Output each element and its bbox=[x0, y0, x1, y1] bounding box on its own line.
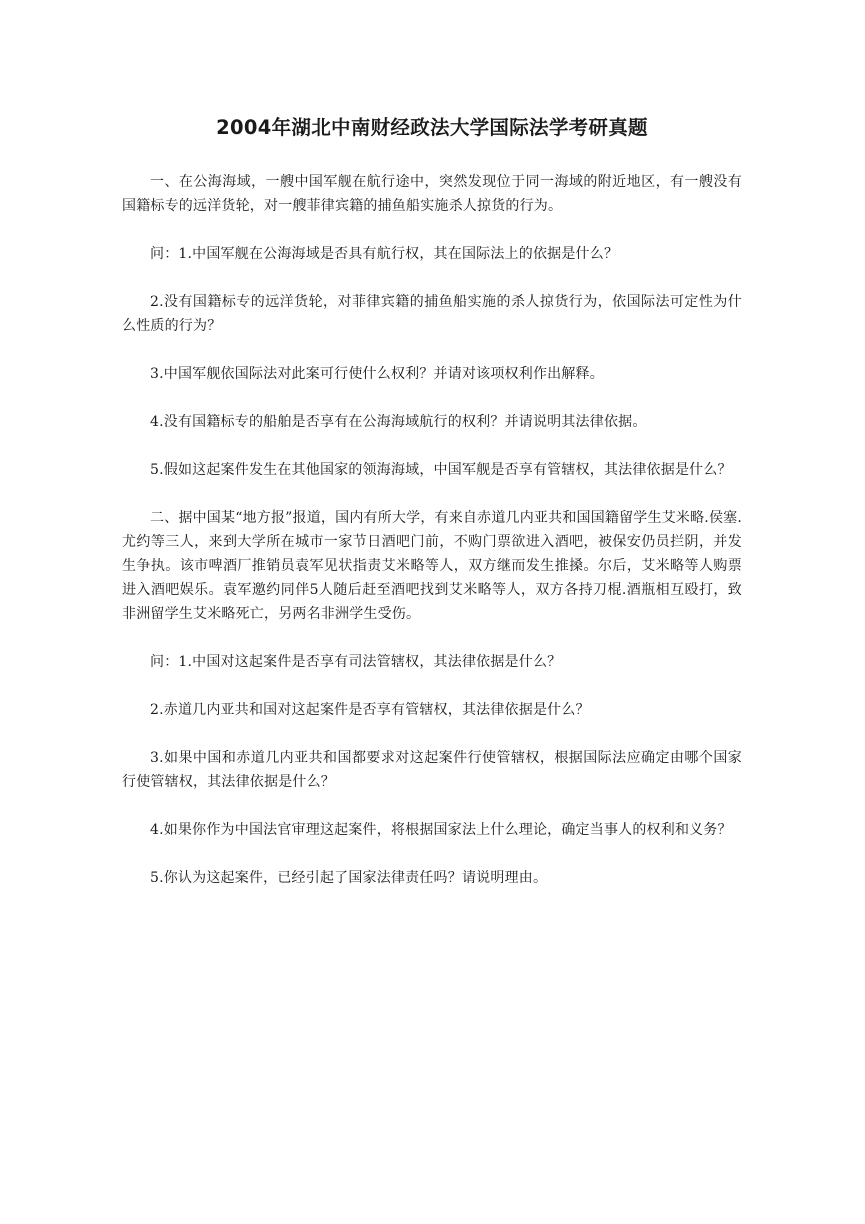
section-1 bbox=[122, 170, 742, 482]
section-1-question-4: 4.没有国籍标专的船舶是否享有在公海海域航行的权利？并请说明其法律依据。 bbox=[150, 414, 647, 430]
section-1-question-3: 3.中国军舰依国际法对此案可行使什么权利？并请对该项权利作出解释。 bbox=[150, 366, 604, 382]
section-2-question-1: 问：1.中国对这起案件是否享有司法管辖权，其法律依据是什么？ bbox=[150, 654, 562, 670]
section-2-question-2: 2.赤道几内亚共和国对这起案件是否享有管辖权，其法律依据是什么？ bbox=[150, 702, 590, 718]
section-2-question-3: 3.如果中国和赤道几内亚共和国都要求对这起案件行使管辖权，根据国际法应确定由哪个国家行使管辖权，其法律依据是什么？ bbox=[122, 750, 742, 790]
document-title: 2004年湖北中南财经政法大学国际法学考研真题 bbox=[216, 116, 648, 139]
section-1-question-1: 问：1.中国军舰在公海海域是否具有航行权，其在国际法上的依据是什么？ bbox=[150, 246, 619, 262]
section-2-question-5: 5.你认为这起案件，已经引起了国家法律责任吗？请说明理由。 bbox=[150, 870, 548, 886]
section-1-question-5: 5.假如这起案件发生在其他国家的领海海域，中国军舰是否享有管辖权，其法律依据是什么？ bbox=[150, 462, 732, 478]
section-1-question-2: 2.没有国籍标专的远洋货轮，对菲律宾籍的捕鱼船实施的杀人掠货行为，依国际法可定性为什么性质的行为？ bbox=[122, 294, 742, 334]
document-page bbox=[122, 112, 742, 914]
section-1-intro: 一、在公海海域，一艘中国军舰在航行途中，突然发现位于同一海域的附近地区，有一艘没有国籍标专的远洋货轮，对一艘菲律宾籍的捕鱼船实施杀人掠货的行为。 bbox=[122, 174, 742, 214]
section-2 bbox=[122, 506, 742, 890]
section-2-question-4: 4.如果你作为中国法官审理这起案件，将根据国家法上什么理论，确定当事人的权利和义务？ bbox=[150, 822, 732, 838]
section-2-intro: 二、据中国某“地方报”报道，国内有所大学，有来自赤道几内亚共和国国籍留学生艾米略.侯塞.尤约等三人，来到大学所在城市一家节日酒吧门前，不购门票欲进入酒吧，被保安仍员拦阴，并发生争执。该市啤酒厂推销员袁军见状指责艾米略等人，双方继而发生推搡。尔后，艾米略等人购票进入酒吧娱乐。袁军邀约同伴5人随后赶至酒吧找到艾米略等人，双方各持刀棍.酒瓶相互殴打，致非洲留学生艾米略死亡，另两名非洲学生受伤。 bbox=[122, 510, 743, 622]
